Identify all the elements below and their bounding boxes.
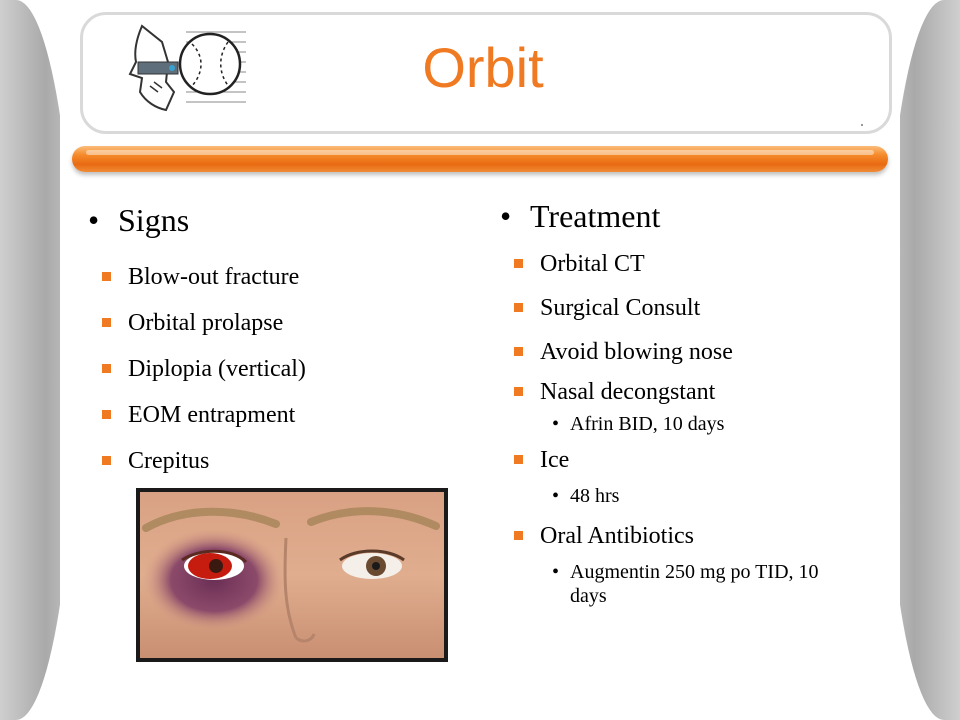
treatment-item-label: Nasal decongstant bbox=[540, 379, 716, 405]
signs-heading-label: Signs bbox=[118, 202, 190, 238]
treatment-item-label: Avoid blowing nose bbox=[540, 339, 733, 365]
treatment-item-label: Ice bbox=[540, 447, 570, 473]
treatment-subitem-label: Afrin BID, 10 days bbox=[570, 413, 725, 435]
signs-item-label: Orbital prolapse bbox=[128, 310, 284, 336]
signs-item bbox=[88, 438, 448, 484]
treatment-subitem bbox=[500, 560, 820, 608]
bullet-icon: • bbox=[88, 202, 100, 238]
signs-item-label: Diplopia (vertical) bbox=[128, 356, 306, 382]
bullet-icon: • bbox=[552, 485, 560, 507]
bullet-icon: • bbox=[552, 561, 560, 583]
treatment-item bbox=[500, 516, 860, 556]
signs-heading bbox=[88, 200, 448, 240]
treatment-item bbox=[500, 330, 860, 374]
square-bullet-icon bbox=[102, 272, 111, 281]
treatment-item-label: Oral Antibiotics bbox=[540, 523, 694, 549]
signs-item bbox=[88, 346, 448, 392]
square-bullet-icon bbox=[514, 455, 523, 464]
square-bullet-icon bbox=[514, 347, 523, 356]
treatment-item bbox=[500, 286, 860, 330]
treatment-item-label: Surgical Consult bbox=[540, 295, 701, 321]
treatment-column bbox=[500, 196, 860, 608]
title-divider-bar bbox=[72, 146, 888, 172]
treatment-subitem bbox=[500, 412, 860, 436]
treatment-item-label: Orbital CT bbox=[540, 251, 645, 277]
bullet-icon: • bbox=[552, 413, 560, 435]
square-bullet-icon bbox=[514, 259, 523, 268]
signs-item bbox=[88, 254, 448, 300]
slide-title: Orbit bbox=[422, 36, 544, 99]
treatment-item bbox=[500, 374, 860, 410]
treatment-subitem bbox=[500, 484, 860, 508]
square-bullet-icon bbox=[514, 387, 523, 396]
signs-column bbox=[88, 200, 448, 484]
treatment-item bbox=[500, 440, 860, 480]
treatment-item bbox=[500, 242, 860, 286]
treatment-subitem-label: 48 hrs bbox=[570, 485, 620, 507]
signs-item-label: EOM entrapment bbox=[128, 402, 296, 428]
square-bullet-icon bbox=[102, 410, 111, 419]
signs-item bbox=[88, 392, 448, 438]
square-bullet-icon bbox=[102, 364, 111, 373]
bullet-icon: • bbox=[500, 198, 512, 234]
signs-item-label: Crepitus bbox=[128, 448, 210, 474]
treatment-heading bbox=[500, 196, 860, 236]
square-bullet-icon bbox=[514, 531, 523, 540]
treatment-subitem-label: Augmentin 250 mg po TID, 10 days bbox=[570, 561, 819, 607]
treatment-heading-label: Treatment bbox=[530, 198, 661, 234]
signs-item-label: Blow-out fracture bbox=[128, 264, 300, 290]
square-bullet-icon bbox=[514, 303, 523, 312]
square-bullet-icon bbox=[102, 318, 111, 327]
orbital-injury-photo-icon bbox=[136, 488, 448, 662]
title-dot bbox=[861, 124, 863, 126]
signs-item bbox=[88, 300, 448, 346]
square-bullet-icon bbox=[102, 456, 111, 465]
